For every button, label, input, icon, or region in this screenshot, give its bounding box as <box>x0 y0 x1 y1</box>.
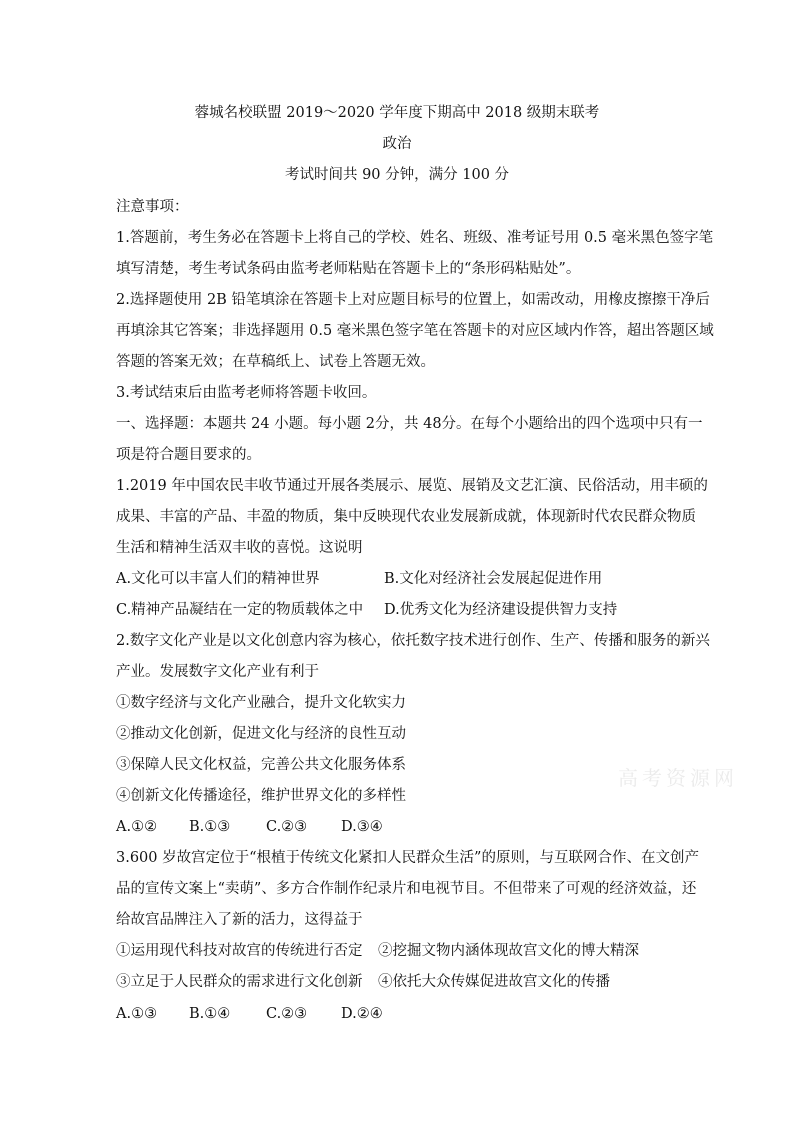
option-a: A.①③ <box>116 1006 158 1022</box>
notice-line: 2.选择题使用 2B 铅笔填涂在答题卡上对应题目标号的位置上，如需改动，用橡皮擦擦干净后 <box>116 292 710 308</box>
question-3-item: ②挖掘文物内涵体现故宫文化的博大精深 <box>378 943 639 959</box>
notice-line: 填写清楚，考生考试条码由监考老师粘贴在答题卡上的“条形码粘贴处”。 <box>116 261 581 277</box>
question-1-text: 成果、丰富的产品、丰盈的物质，集中反映现代农业发展新成就，体现新时代农民群众物质 <box>116 509 696 525</box>
option-a: A.文化可以丰富人们的精神世界 <box>116 571 320 587</box>
notice-line: 3.考试结束后由监考老师将答题卡收回。 <box>116 385 377 401</box>
question-2-text: 产业。发展数字文化产业有利于 <box>116 664 319 680</box>
question-2-item: ①数字经济与文化产业融合，提升文化软实力 <box>116 695 406 711</box>
question-3-item: ①运用现代科技对故宫的传统进行否定 <box>116 943 363 959</box>
question-3-text: 3.600 岁故宫定位于“根植于传统文化紧扣人民群众生活”的原则，与互联网合作、在文创产 <box>116 850 699 866</box>
question-3-text: 品的宣传文案上“卖萌”、多方合作制作纪录片和电视节目。不但带来了可观的经济效益，还 <box>116 881 697 897</box>
option-c: C.精神产品凝结在一定的物质载体之中 <box>116 602 364 618</box>
option-a: A.①② <box>116 819 158 835</box>
question-3-item: ④依托大众传媒促进故宫文化的传播 <box>378 974 610 990</box>
question-1-text: 1.2019 年中国农民丰收节通过开展各类展示、展览、展销及文艺汇演、民俗活动，用丰硕的 <box>116 478 708 494</box>
question-2-item: ④创新文化传播途径，维护世界文化的多样性 <box>116 788 406 804</box>
notice-line: 答题的答案无效；在草稿纸上、试卷上答题无效。 <box>116 354 435 370</box>
section-heading: 一、选择题：本题共 24 小题。每小题 2分，共 48分。在每个小题给出的四个选项中只有一 <box>116 416 703 432</box>
option-b: B.①④ <box>189 1006 231 1022</box>
option-d: D.优秀文化为经济建设提供智力支持 <box>384 602 618 618</box>
notice-line: 再填涂其它答案；非选择题用 0.5 毫米黑色签字笔在答题卡的对应区域内作答，超出答题区域 <box>116 323 714 339</box>
option-b: B.文化对经济社会发展起促进作用 <box>384 571 603 587</box>
question-2-item: ③保障人民文化权益，完善公共文化服务体系 <box>116 757 406 773</box>
exam-info: 考试时间共 90 分钟，满分 100 分 <box>284 167 510 183</box>
option-d: D.③④ <box>341 819 383 835</box>
notice-heading: 注意事项： <box>116 199 189 215</box>
question-1-text: 生活和精神生活双丰收的喜悦。这说明 <box>116 540 363 556</box>
subject-title: 政治 <box>382 136 412 152</box>
option-c: C.②③ <box>266 1006 308 1022</box>
question-2-item: ②推动文化创新，促进文化与经济的良性互动 <box>116 726 406 742</box>
section-heading: 项是符合题目要求的。 <box>116 447 261 463</box>
option-b: B.①③ <box>189 819 231 835</box>
notice-line: 1.答题前，考生务必在答题卡上将自己的学校、姓名、班级、准考证号用 0.5 毫米黑色签字笔 <box>116 230 714 246</box>
watermark: 高考资源网 <box>618 766 738 790</box>
question-3-text: 给故宫品牌注入了新的活力，这得益于 <box>116 912 363 928</box>
exam-title: 蓉城名校联盟 2019～2020 学年度下期高中 2018 级期末联考 <box>194 105 600 121</box>
question-3-item: ③立足于人民群众的需求进行文化创新 <box>116 974 363 990</box>
option-c: C.②③ <box>266 819 308 835</box>
option-d: D.②④ <box>341 1006 383 1022</box>
question-2-text: 2.数字文化产业是以文化创意内容为核心，依托数字技术进行创作、生产、传播和服务的新兴 <box>116 633 710 649</box>
